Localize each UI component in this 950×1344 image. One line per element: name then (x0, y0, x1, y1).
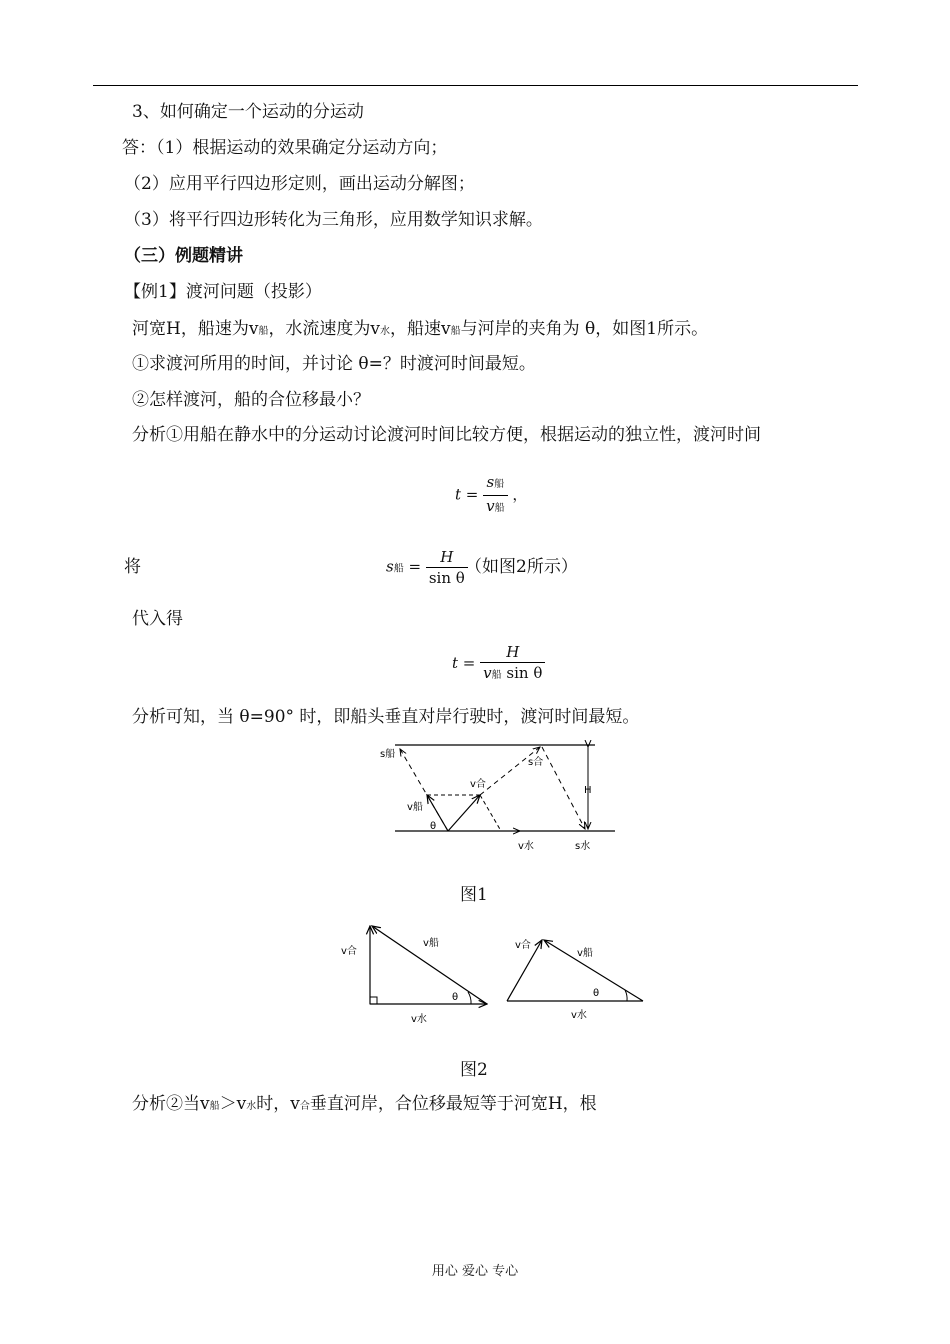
analysis-2: 分析②当v船＞v水时，v合垂直河岸，合位移最短等于河宽H，根 (132, 1094, 597, 1114)
figure-1-caption: 图1 (460, 885, 488, 905)
question-3: 3、如何确定一个运动的分运动 (132, 102, 364, 122)
page-footer: 用心 爱心 专心 (431, 1264, 519, 1279)
left-label-v-water: v水 (411, 1014, 427, 1025)
analysis-conclusion: 分析可知，当 θ=90° 时，即船头垂直对岸行驶时，渡河时间最短。 (132, 707, 640, 727)
s-water-line (542, 747, 585, 829)
figure-1 (370, 735, 630, 860)
right-label-v-water: v水 (571, 1010, 587, 1021)
right-angle-mark (370, 997, 377, 1004)
sub-question-2: ②怎样渡河，船的合位移最小？ (132, 390, 370, 410)
label-v-water: v水 (518, 841, 534, 852)
answer-1: 答：（1）根据运动的效果确定分运动方向； (122, 138, 448, 158)
label-s-water: s水 (575, 841, 591, 852)
label-v-boat: v船 (407, 802, 423, 813)
substitute-result-label: 代入得 (132, 609, 183, 629)
example-title: 【例1】渡河问题（投影） (124, 282, 322, 302)
label-s-he: s合 (528, 757, 544, 768)
label-theta: θ (430, 821, 437, 832)
label-s-boat: s船 (380, 749, 396, 760)
sub-question-1: ①求渡河所用的时间，并讨论 θ=？时渡河时间最短。 (132, 354, 536, 374)
right-label-theta: θ (593, 988, 600, 999)
formula-time: t = $\frac{\text{s船}}{\text{v船}}$ ， (455, 473, 528, 515)
see-figure-2: （如图2所示） (465, 557, 578, 577)
answer-3: （3）将平行四边形转化为三角形，应用数学知识求解。 (124, 210, 543, 230)
analysis-1: 分析①用船在静水中的分运动讨论渡河时间比较方便，根据运动的独立性，渡河时间 (132, 425, 761, 445)
right-label-v-he: v合 (515, 940, 531, 951)
answer-2: （2）应用平行四边形定则，画出运动分解图； (124, 174, 475, 194)
section-heading: （三）例题精讲 (124, 246, 243, 266)
header-rule (93, 85, 858, 86)
left-label-v-he: v合 (341, 946, 357, 957)
formula-displacement: s船 = $\frac{H}{\text{sin θ}}$ (386, 547, 468, 588)
left-label-theta: θ (452, 992, 459, 1003)
figure-2 (335, 918, 655, 1028)
formula-time-result: t = $\frac{H}{\text{v船 sin θ}}$ (452, 642, 545, 686)
label-H: H (584, 785, 592, 796)
left-theta-arc (468, 992, 471, 1004)
figure-2-caption: 图2 (460, 1060, 488, 1080)
label-v-he: v合 (470, 779, 486, 790)
left-label-v-boat: v船 (423, 938, 439, 949)
right-label-v-boat: v船 (577, 948, 593, 959)
problem-statement: 河宽H，船速为v船，水流速度为v水，船速v船与河岸的夹角为 θ，如图1所示。 (132, 319, 709, 339)
v-resultant-arrow (448, 795, 480, 831)
s-resultant-line (480, 747, 540, 795)
parallelogram-side (480, 795, 501, 831)
substitute-label: 将 (124, 557, 141, 577)
